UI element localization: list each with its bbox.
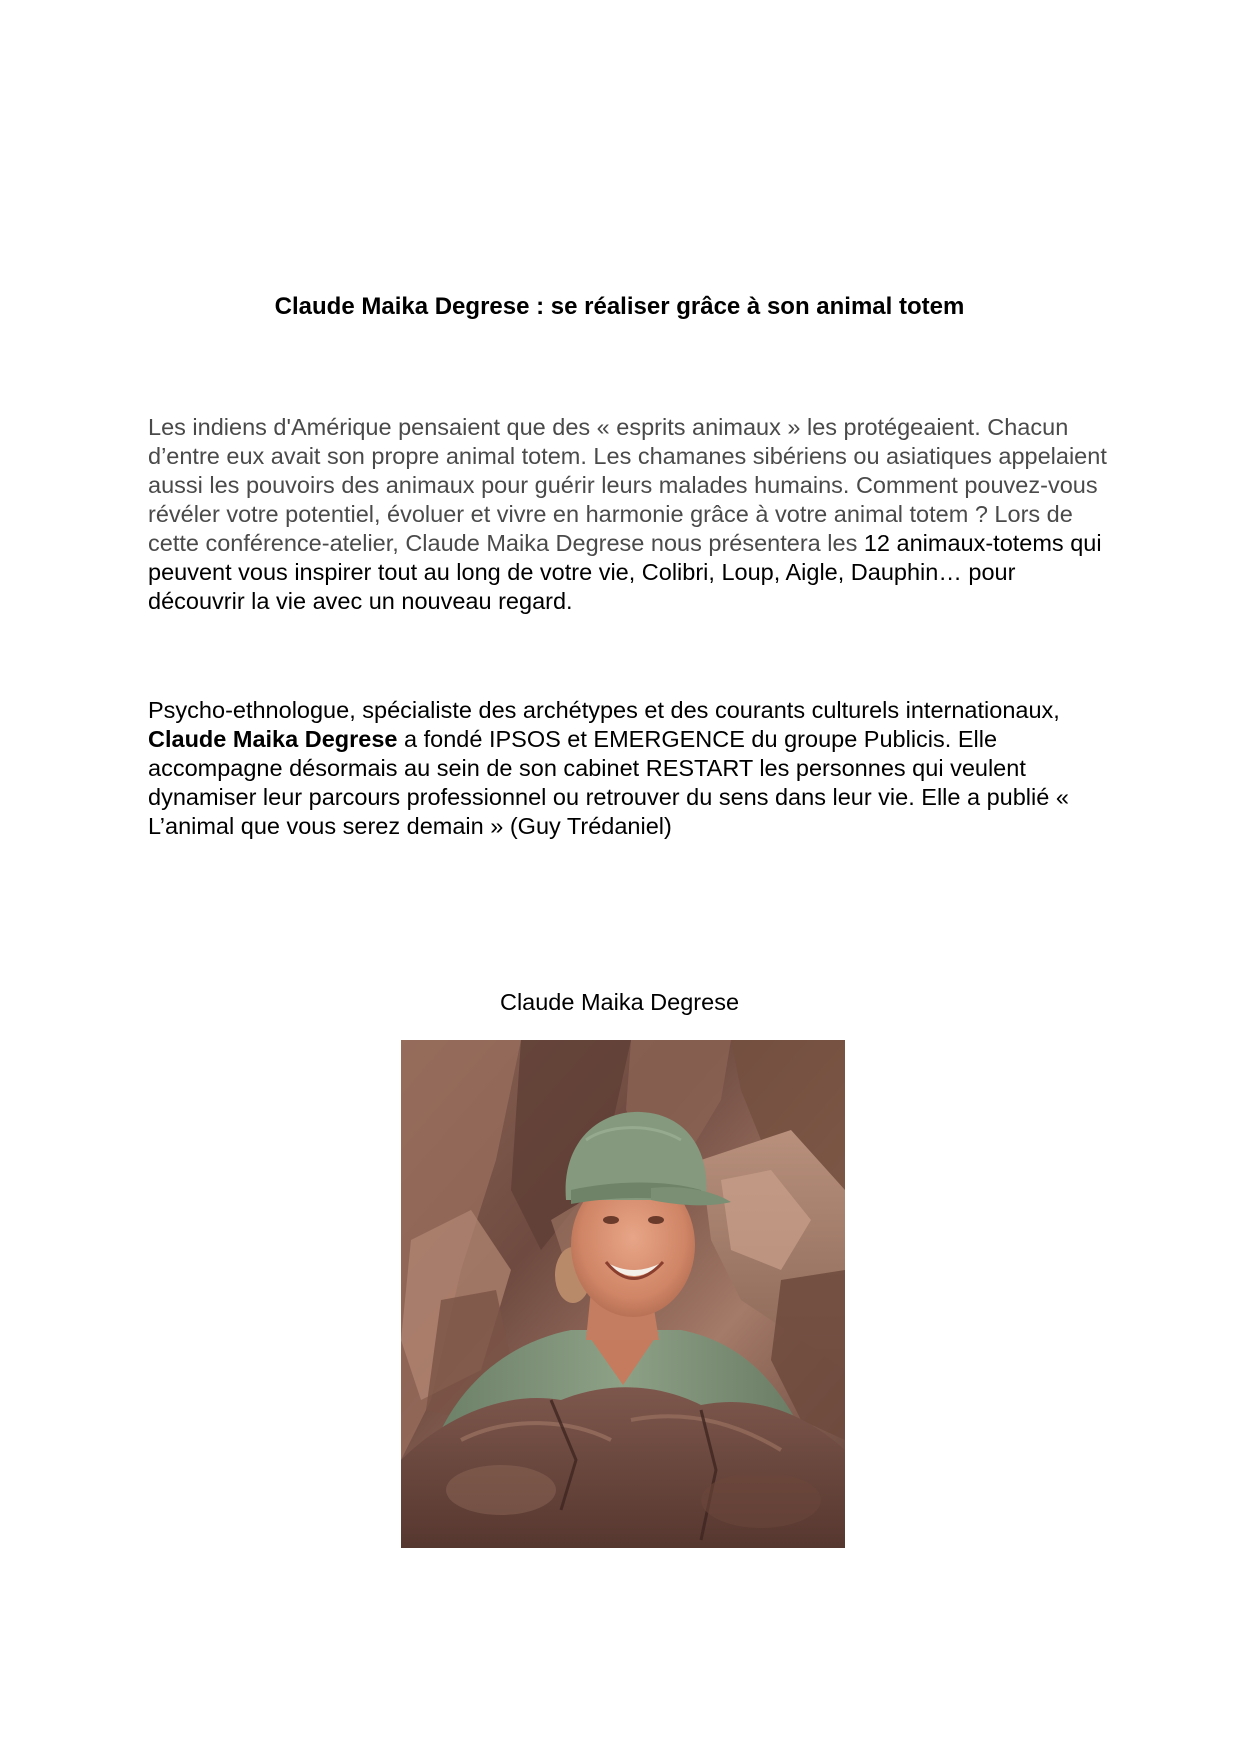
bio-paragraph-end: a fondé IPSOS et EMERGENCE du groupe Publicis. Elle accompagne désormais au sein de son cabinet RESTART les personnes qui veulent dynamiser leur parcours professionnel ou retrouver du sens dans leur vie. Elle a publié « L’animal que vous serez demain » (Guy Trédaniel): [148, 726, 1069, 839]
intro-paragraph-black-text: 12 animaux-totems qui peuvent vous inspirer tout au long de votre vie, Colibri, Loup, Aigle, Dauphin… pour découvrir la vie avec un nouveau regard.: [148, 530, 1102, 614]
intro-paragraph: [148, 413, 1108, 616]
intro-paragraph-gray-text: Les indiens d'Amérique pensaient que des « esprits animaux » les protégeaient. Chacun d’entre eux avait son propre animal totem. Les chamanes sibériens ou asiatiques appelaient aussi les pouvoirs des animaux pour guérir leurs malades humains. Comment pouvez-vous révéler votre potentiel, évoluer et vivre en harmonie grâce à votre animal totem ? Lors de cette conférence-atelier, Claude Maika Degrese nous présentera les: [148, 414, 1107, 556]
document-title: Claude Maika Degrese : se réaliser grâce à son animal totem: [274, 293, 965, 320]
photo-caption: Claude Maika Degrese: [499, 989, 740, 1015]
portrait-photo: [401, 1040, 845, 1548]
bio-paragraph-name: Claude Maika Degrese: [148, 726, 398, 752]
bio-paragraph-start: Psycho-ethnologue, spécialiste des archétypes et des courants culturels internationaux,: [148, 697, 1060, 723]
bio-paragraph: [148, 696, 1108, 841]
